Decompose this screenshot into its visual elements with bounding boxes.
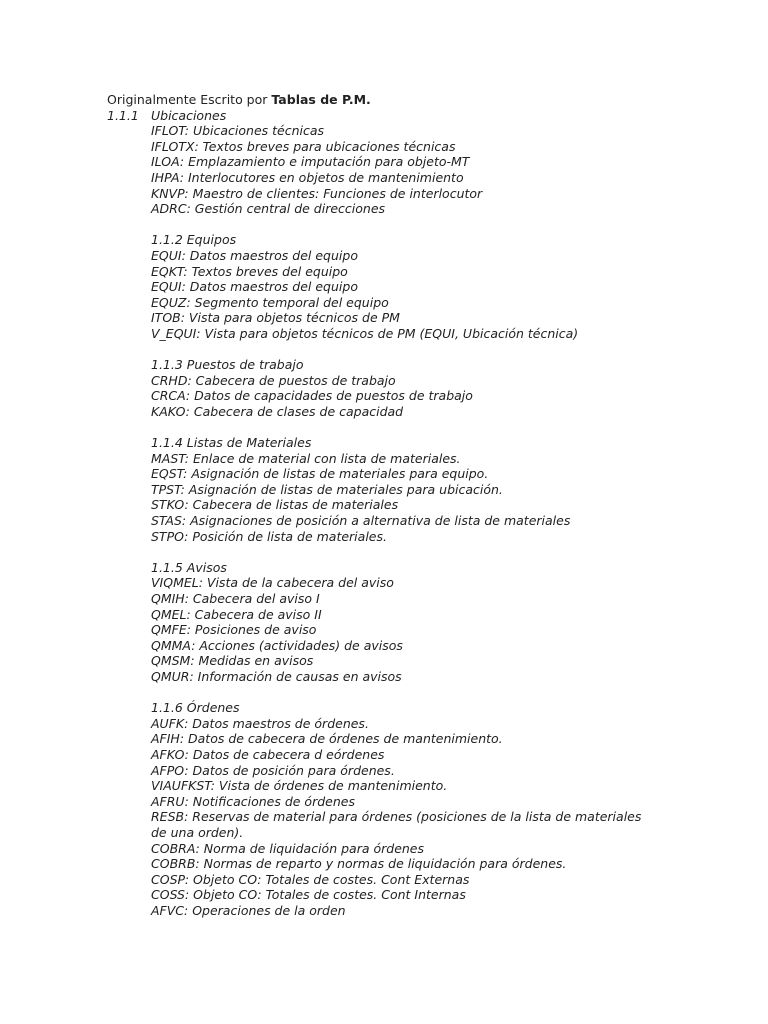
list-item: ITOB: Vista para objetos técnicos de PM [151, 310, 400, 326]
group-equipos [151, 232, 667, 341]
list-item: AFRU: Notificaciones de órdenes [151, 793, 355, 809]
section-title: 1.1.2 Equipos [151, 232, 237, 248]
group-listas-de-materiales [151, 435, 667, 544]
document-header [107, 92, 667, 108]
header-author: Tablas de P.M. [271, 92, 371, 107]
list-item: AUFK: Datos maestros de órdenes. [151, 715, 369, 731]
section-title: 1.1.6 Órdenes [151, 700, 240, 716]
list-item: AFKO: Datos de cabecera d eórdenes [151, 746, 385, 762]
list-item: EQUI: Datos maestros del equipo [151, 279, 358, 295]
list-item: VIAUFKST: Vista de órdenes de mantenimiento. [151, 778, 448, 794]
list-item: AFVC: Operaciones de la orden [151, 902, 346, 918]
list-item: COSS: Objeto CO: Totales de costes. Cont Internas [151, 887, 466, 903]
list-item: V_EQUI: Vista para objetos técnicos de PM (EQUI, Ubicación técnica) [151, 325, 579, 341]
group-ubicaciones [151, 123, 667, 217]
list-item: EQKT: Textos breves del equipo [151, 263, 348, 279]
list-item: COBRB: Normas de reparto y normas de liquidación para órdenes. [151, 856, 567, 872]
section-number: 1.1.1 [107, 107, 139, 123]
list-item: EQUI: Datos maestros del equipo [151, 247, 358, 263]
document-body [107, 92, 667, 918]
group-ordenes [151, 700, 667, 918]
list-item: VIQMEL: Vista de la cabecera del aviso [151, 575, 394, 591]
list-item: QMMA: Acciones (actividades) de avisos [151, 637, 403, 653]
list-item: QMIH: Cabecera del aviso I [151, 591, 320, 606]
section-title: 1.1.5 Avisos [151, 559, 227, 575]
list-item: STPO: Posición de lista de materiales. [151, 528, 387, 544]
list-item: ILOA: Emplazamiento e imputación para objeto-MT [151, 154, 470, 170]
list-item: STAS: Asignaciones de posición a alternativa de lista de materiales [151, 513, 571, 529]
list-item: EQUZ: Segmento temporal del equipo [151, 294, 389, 310]
section-title: Ubicaciones [151, 107, 227, 123]
list-item: MAST: Enlace de material con lista de materiales. [151, 450, 461, 466]
list-item: IFLOT: Ubicaciones técnicas [151, 123, 325, 139]
list-item: QMSM: Medidas en avisos [151, 653, 314, 669]
list-item: AFIH: Datos de cabecera de órdenes de mantenimiento. [151, 731, 503, 747]
list-item: COBRA: Norma de liquidación para órdenes [151, 840, 425, 856]
header-prefix: Originalmente Escrito por [107, 92, 272, 107]
group-puestos-de-trabajo [151, 357, 667, 419]
list-item: QMUR: Información de causas en avisos [151, 668, 402, 684]
section-title-ubicaciones [107, 108, 667, 124]
list-item: EQST: Asignación de listas de materiales para equipo. [151, 466, 489, 482]
list-item: AFPO: Datos de posición para órdenes. [151, 762, 395, 778]
list-item: IHPA: Interlocutores en objetos de mantenimiento [151, 169, 464, 185]
section-title: 1.1.4 Listas de Materiales [151, 435, 312, 451]
items-container [151, 123, 667, 918]
list-item: KAKO: Cabecera de clases de capacidad [151, 403, 404, 419]
section-title: 1.1.3 Puestos de trabajo [151, 357, 304, 373]
list-item: RESB: Reservas de material para órdenes (posiciones de la lista de materiales de una orden). [151, 809, 642, 840]
list-item: IFLOTX: Textos breves para ubicaciones técnicas [151, 138, 456, 154]
group-avisos [151, 560, 667, 685]
list-item: QMFE: Posiciones de aviso [151, 622, 317, 638]
list-item: COSP: Objeto CO: Totales de costes. Cont Externas [151, 871, 470, 887]
list-item: TPST: Asignación de listas de materiales para ubicación. [151, 481, 503, 497]
list-item: KNVP: Maestro de clientes: Funciones de interlocutor [151, 185, 483, 201]
list-item: ADRC: Gestión central de direcciones [151, 201, 386, 217]
list-item: CRHD: Cabecera de puestos de trabajo [151, 372, 396, 388]
list-item: QMEL: Cabecera de aviso II [151, 606, 322, 622]
list-item: CRCA: Datos de capacidades de puestos de trabajo [151, 388, 473, 404]
list-item: STKO: Cabecera de listas de materiales [151, 497, 399, 513]
